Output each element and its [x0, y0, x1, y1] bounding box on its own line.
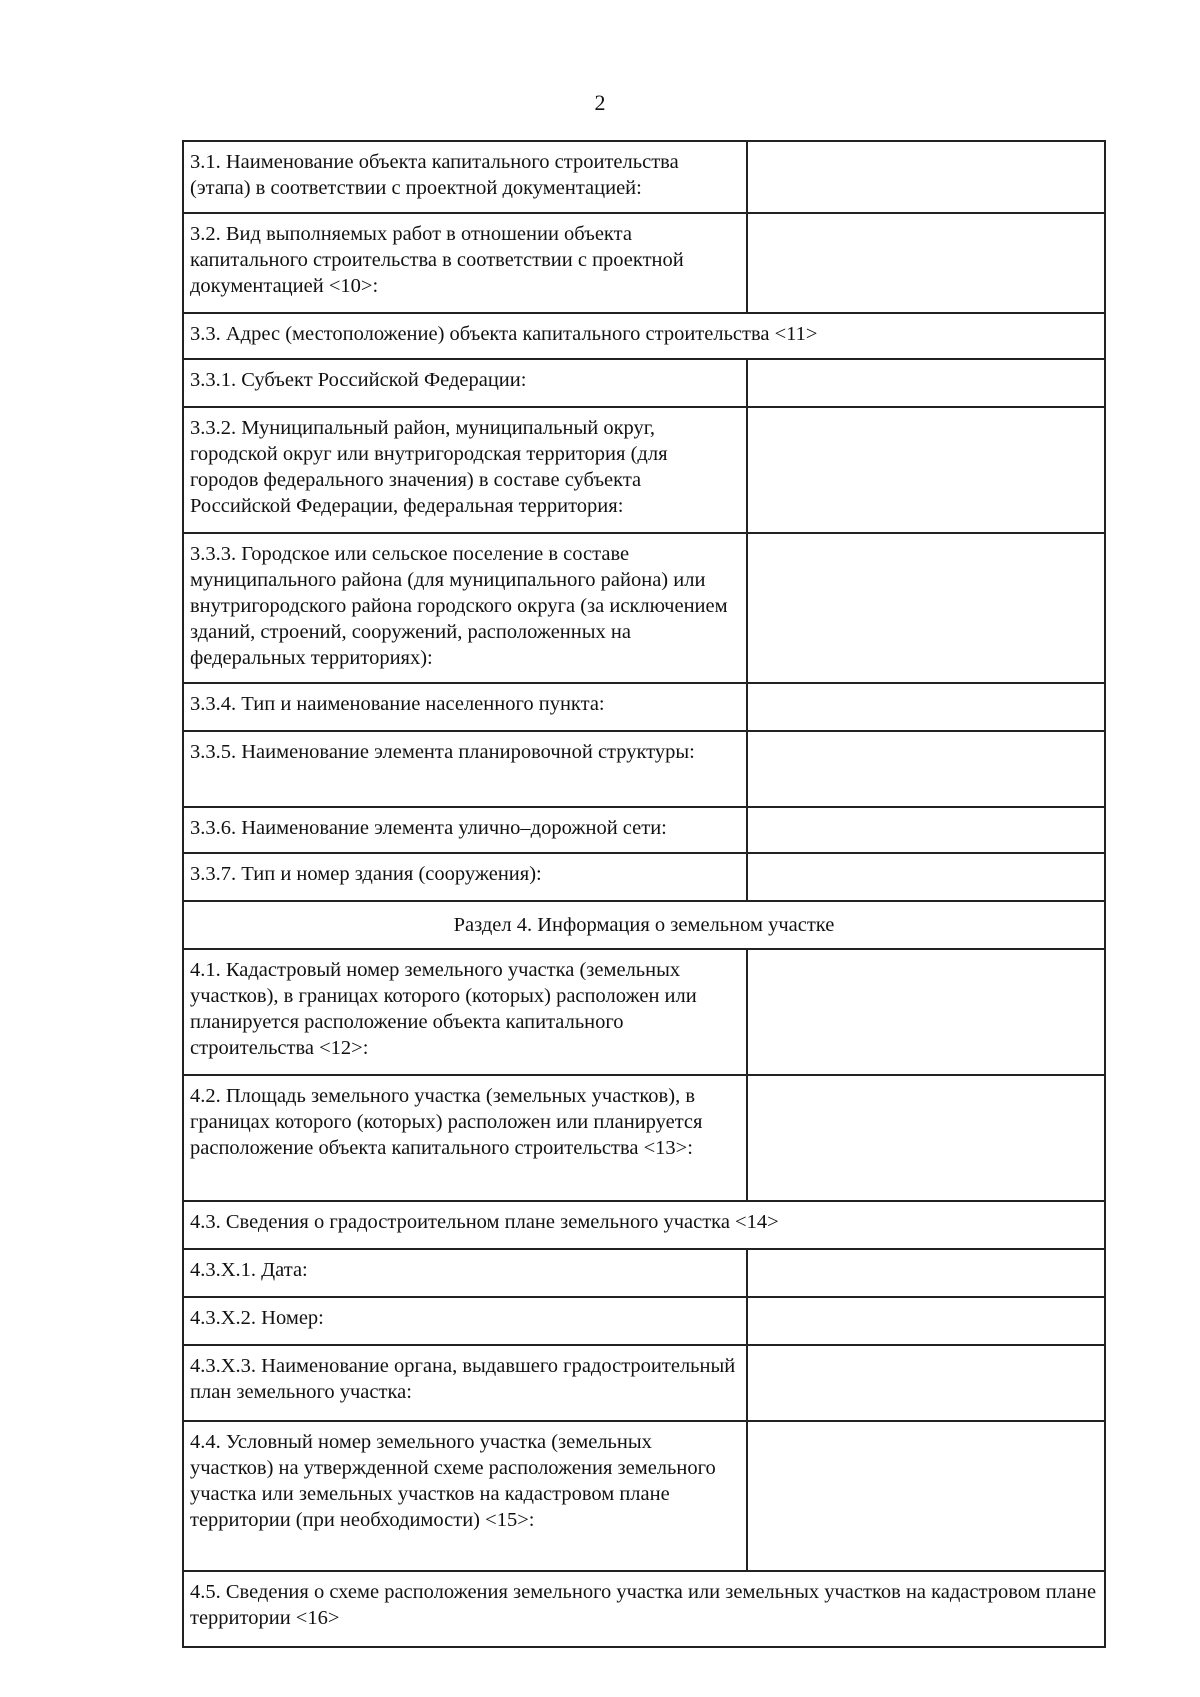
row-value[interactable] [747, 359, 1105, 407]
table-row [183, 1249, 1105, 1297]
table-row [183, 141, 1105, 213]
table-row [183, 853, 1105, 901]
table-row [183, 807, 1105, 853]
row-value[interactable] [747, 1421, 1105, 1571]
row-label: 3.3.2. Муниципальный район, муниципальный округ, городской округ или внутригородская территория (для городов федерального значения) в составе субъекта Российской Федерации, федеральная территория: [183, 407, 747, 533]
table-row [183, 1075, 1105, 1201]
row-value[interactable] [747, 807, 1105, 853]
row-label: 4.3. Сведения о градостроительном плане земельного участка <14> [183, 1201, 1105, 1249]
row-label: 3.2. Вид выполняемых работ в отношении объекта капитального строительства в соответствии с проектной документацией <10>: [183, 213, 747, 313]
row-label: 4.4. Условный номер земельного участка (земельных участков) на утвержденной схеме расположения земельного участка или земельных участков на кадастровом плане территории (при необходимости) <15>: [183, 1421, 747, 1571]
row-value[interactable] [747, 949, 1105, 1075]
row-value[interactable] [747, 1297, 1105, 1345]
table-row [183, 731, 1105, 807]
row-value[interactable] [747, 683, 1105, 731]
row-value[interactable] [747, 141, 1105, 213]
row-value[interactable] [747, 1249, 1105, 1297]
table-row [183, 949, 1105, 1075]
row-label: 4.1. Кадастровый номер земельного участка (земельных участков), в границах которого (которых) расположен или планируется расположение объекта капитального строительства <12>: [183, 949, 747, 1075]
row-value[interactable] [747, 213, 1105, 313]
row-value[interactable] [747, 407, 1105, 533]
row-label: 3.3.5. Наименование элемента планировочной структуры: [183, 731, 747, 807]
table-row [183, 683, 1105, 731]
row-label: 3.3.7. Тип и номер здания (сооружения): [183, 853, 747, 901]
table-row [183, 1421, 1105, 1571]
row-value[interactable] [747, 1075, 1105, 1201]
table-row [183, 1571, 1105, 1647]
row-value[interactable] [747, 731, 1105, 807]
row-value[interactable] [747, 1345, 1105, 1421]
table-row [183, 533, 1105, 683]
table-row [183, 407, 1105, 533]
row-label: 4.3.Х.2. Номер: [183, 1297, 747, 1345]
section-title: Раздел 4. Информация о земельном участке [183, 901, 1105, 949]
row-label: 3.3.4. Тип и наименование населенного пункта: [183, 683, 747, 731]
table-row [183, 313, 1105, 359]
row-label: 3.3.6. Наименование элемента улично–дорожной сети: [183, 807, 747, 853]
table-row [183, 1297, 1105, 1345]
row-label: 4.2. Площадь земельного участка (земельных участков), в границах которого (которых) расположен или планируется расположение объекта капитального строительства <13>: [183, 1075, 747, 1201]
page-number: 2 [594, 90, 606, 115]
row-label: 3.1. Наименование объекта капитального строительства (этапа) в соответствии с проектной документацией: [183, 141, 747, 213]
table-row [183, 1201, 1105, 1249]
table-row [183, 359, 1105, 407]
row-label: 4.5. Сведения о схеме расположения земельного участка или земельных участков на кадастровом плане территории <16> [183, 1571, 1105, 1647]
form-table [182, 140, 1106, 1648]
row-label: 4.3.Х.1. Дата: [183, 1249, 747, 1297]
row-label: 3.3.3. Городское или сельское поселение в составе муниципального района (для муниципального района) или внутригородского района городского округа (за исключением зданий, строений, сооружений, расположенных на федеральных территориях): [183, 533, 747, 683]
section-header-row [183, 901, 1105, 949]
row-value[interactable] [747, 533, 1105, 683]
row-label: 3.3.1. Субъект Российской Федерации: [183, 359, 747, 407]
table-row [183, 1345, 1105, 1421]
table-row [183, 213, 1105, 313]
row-label: 3.3. Адрес (местоположение) объекта капитального строительства <11> [183, 313, 1105, 359]
row-value[interactable] [747, 853, 1105, 901]
row-label: 4.3.Х.3. Наименование органа, выдавшего градостроительный план земельного участка: [183, 1345, 747, 1421]
